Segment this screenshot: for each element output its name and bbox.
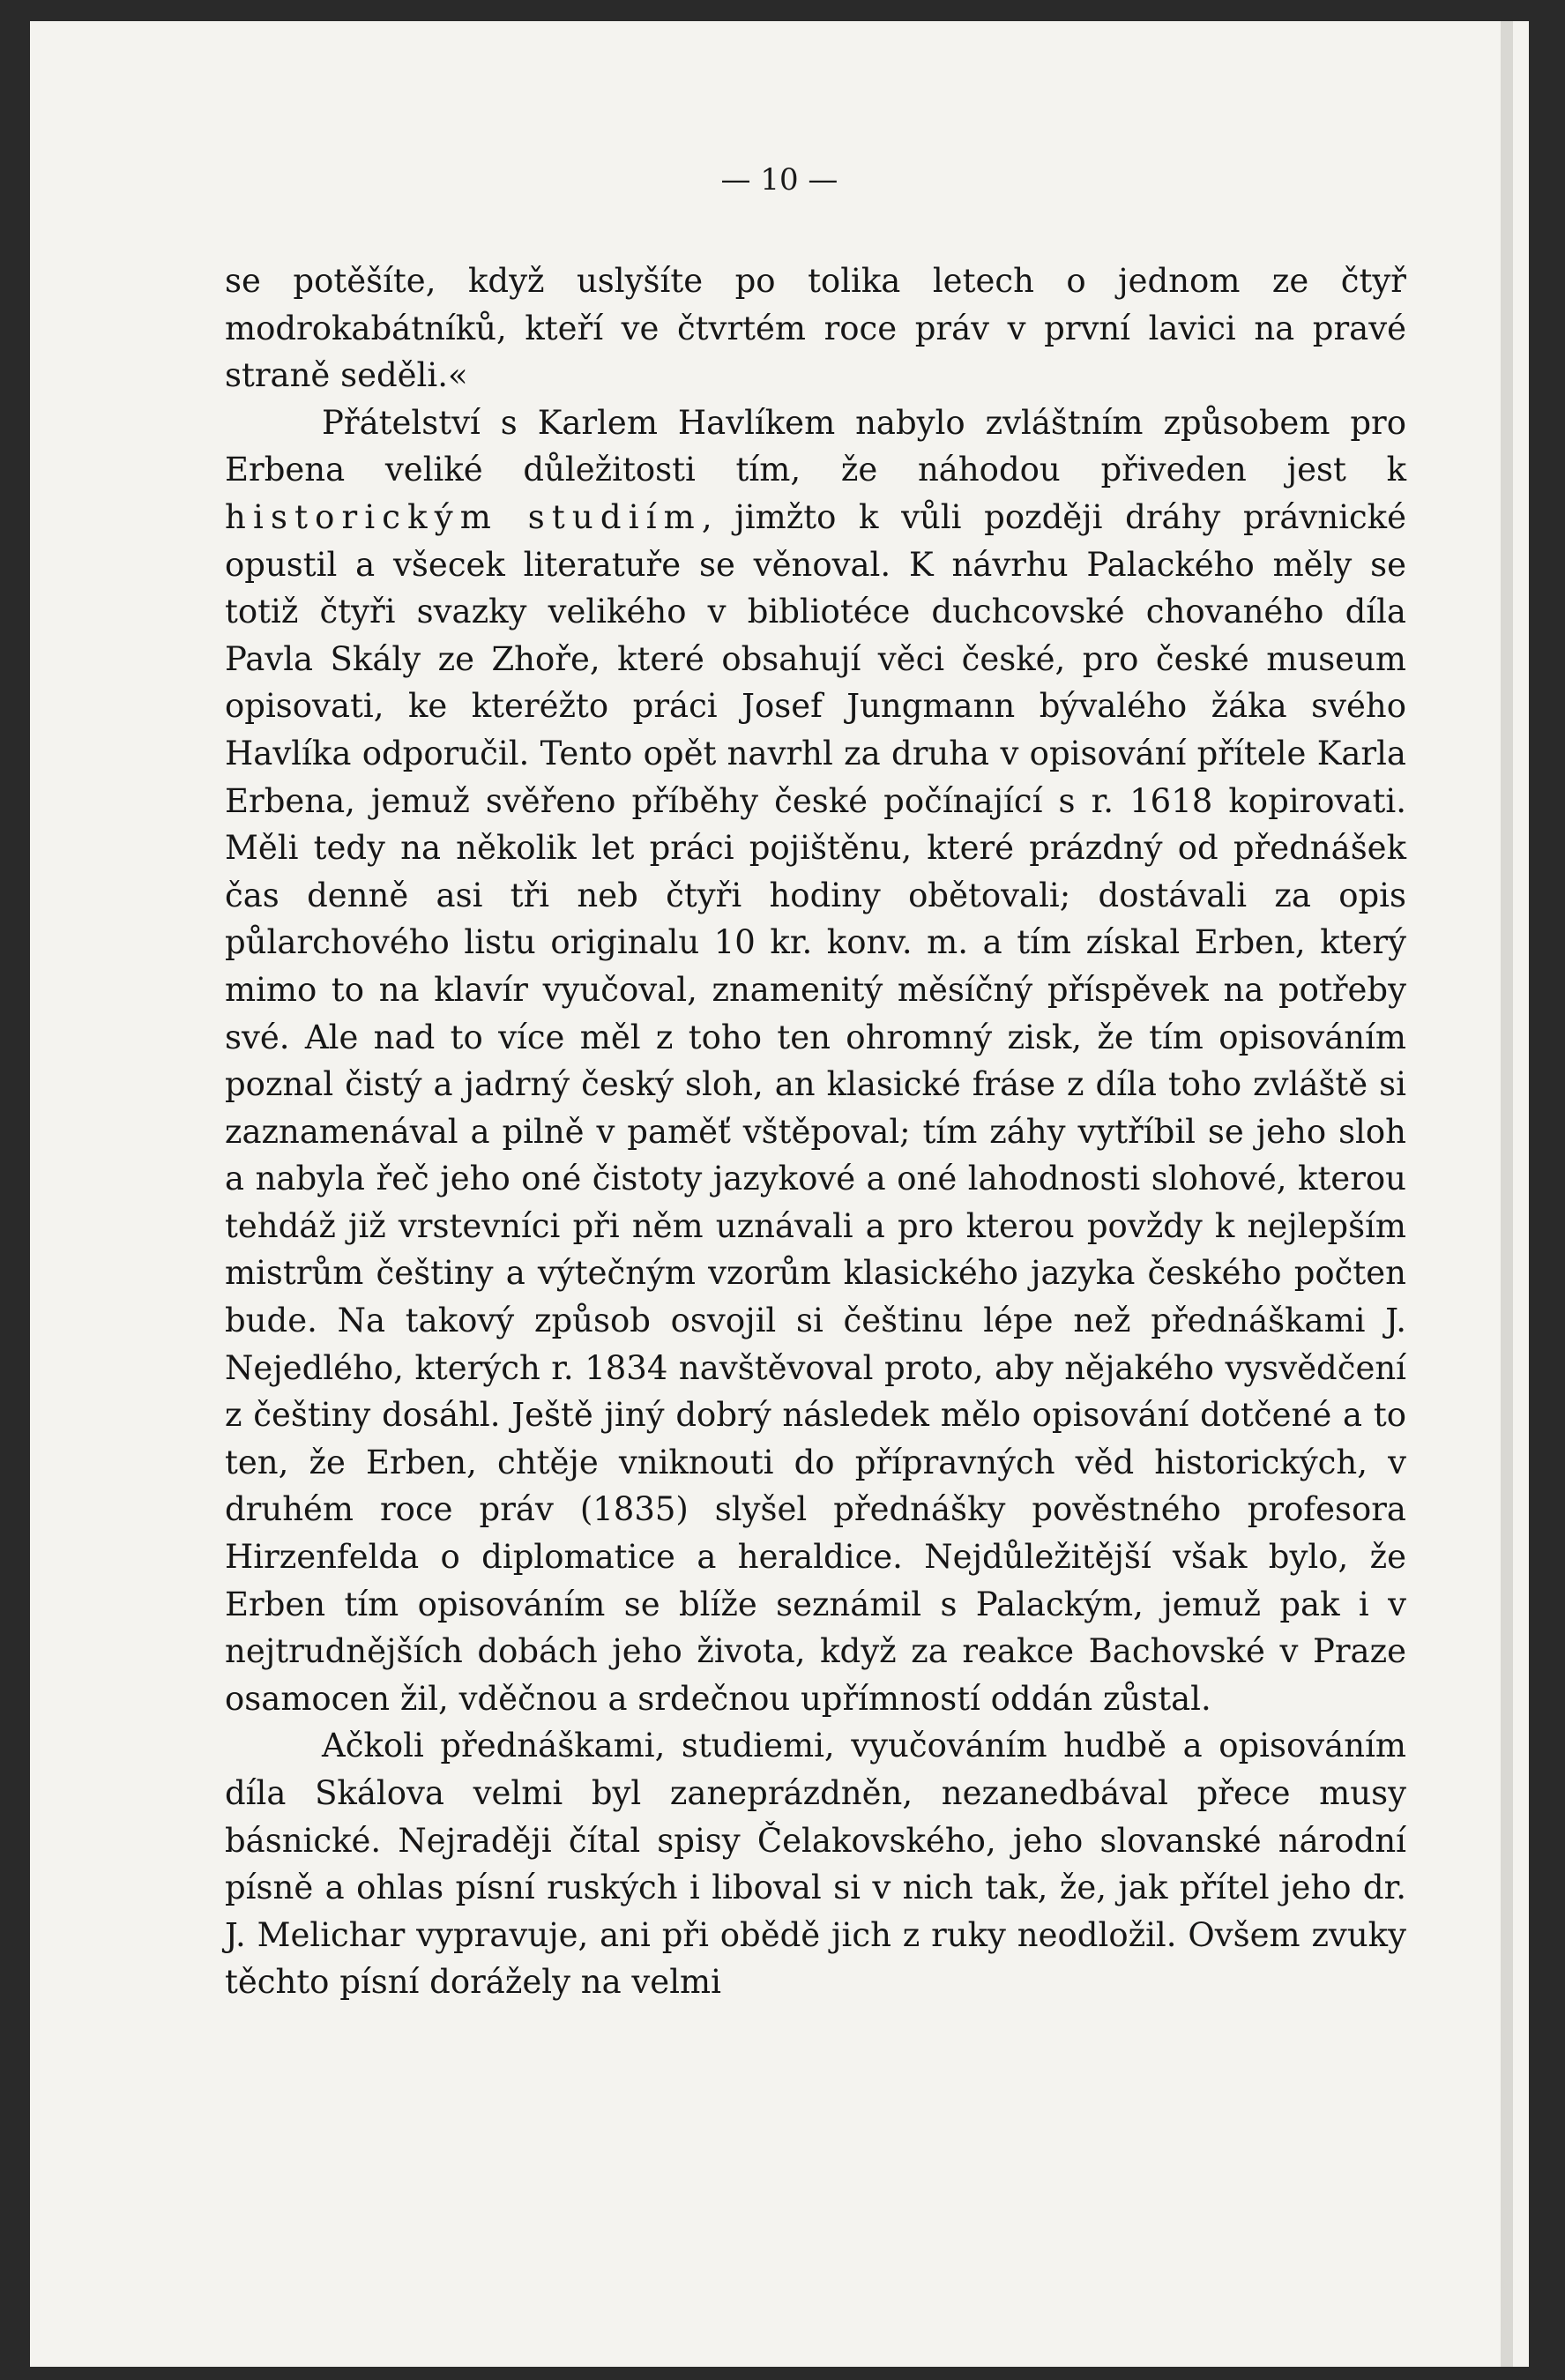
page-edge-shadow — [1501, 21, 1513, 2367]
paragraph-2 — [225, 399, 1406, 1723]
page-number: — 10 — — [720, 162, 838, 198]
paragraph-2-rest: , jimžto k vůli později dráhy právnické opustil a všecek literatuře se věnoval. K návrhu Palackého měly se totiž čtyři svazky velikého v bibliotéce duchcovské chovaného díla Pavla Skály ze Zhoře, které obsahují věci české, pro české museum opisovati, ke kteréžto práci Josef Jungmann bývalého žáka svého Havlíka odporučil. Tento opět navrhl za druha v opisování přítele Karla Erbena, jemuž svěřeno příběhy české počínající s r. 1618 kopirovati. Měli tedy na několik let práci pojištěnu, které prázdný od přednášek čas denně asi tři neb čtyři hodiny obětovali; dostávali za opis půlarchového listu originalu 10 kr. konv. m. a tím získal Erben, který mimo to na klavír vyučoval, znamenitý měsíčný příspěvek na potřeby své. Ale nad to více měl z toho ten ohromný zisk, že tím opisováním poznal čistý a jadrný český sloh, an klasické fráse z díla toho zvláště si zaznamenával a pilně v paměť vštěpoval; tím záhy vytříbil se jeho sloh a nabyla řeč jeho oné čistoty jazykové a oné lahodnosti slohové, kterou tehdáž již vrstevníci při něm uznávali a pro kterou povždy k nejlepším mistrům češtiny a výtečným vzorům klasického jazyka českého počten bude. Na takový způsob osvojil si češtinu lépe než přednáškami J. Nejedlého, kterých r. 1834 navštěvoval proto, aby nějakého vysvědčení z češtiny dosáhl. Ještě jiný dobrý následek mělo opisování dotčené a to ten, že Erben, chtěje vniknouti do přípravných věd historických, v druhém roce práv (1835) slyšel přednášky pověstného profesora Hirzenfelda o diplomatice a heraldice. Nejdůležitější však bylo, že Erben tím opisováním se blíže seznámil s Palackým, jemuž pak i v nejtrudnějších dobách jeho života, když za reakce Bachovské v Praze osamocen žil, vděčnou a srdečnou upřímností oddán zůstal. — [225, 497, 1406, 1718]
paragraph-1: se potěšíte, když uslyšíte po tolika letech o jednom ze čtyř modrokabátníků, kteří ve čtvrtém roce práv v první lavici na pravé straně seděli.« — [225, 262, 1406, 395]
paragraph-3: Ačkoli přednáškami, studiemi, vyučováním hudbě a opisováním díla Skálova velmi byl zaneprázdněn, nezanedbával přece musy básnické. Nejraději čítal spisy Čelakovského, jeho slovanské národní písně a ohlas písní ruských i liboval si v nich tak, že, jak přítel jeho dr. J. Melichar vypravuje, ani při obědě jich z ruky neodložil. Ovšem zvuky těchto písní dorážely na velmi — [225, 1727, 1406, 2002]
emphasized-phrase: historickým studiím — [225, 497, 702, 536]
paragraph-2-start: Přátelství s Karlem Havlíkem nabylo zvláštním způsobem pro Erbena veliké důležitosti tím, že náhodou přiveden jest k — [225, 403, 1406, 489]
body-text — [225, 257, 1406, 2006]
book-page — [30, 21, 1529, 2367]
